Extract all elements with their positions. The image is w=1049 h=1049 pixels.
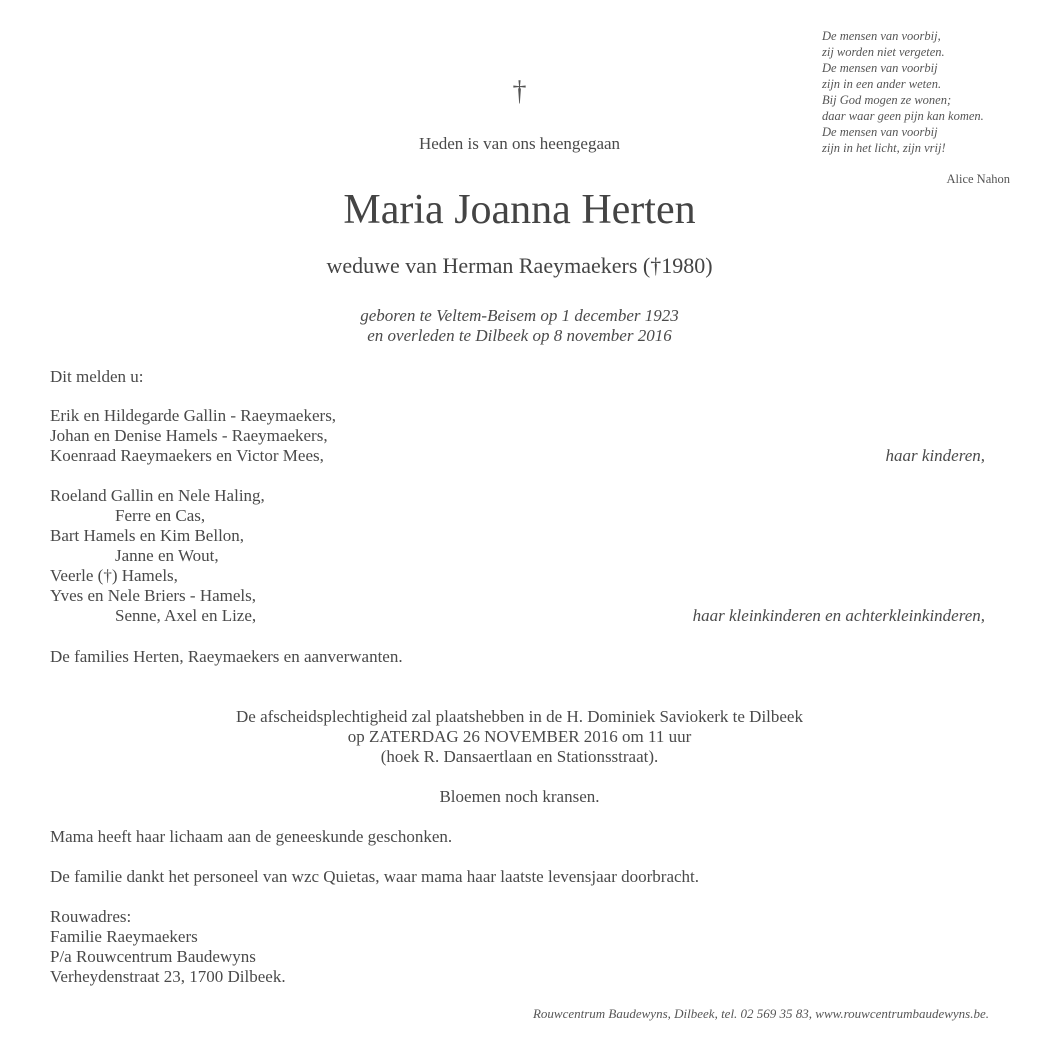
address-line: Familie Raeymaekers: [50, 927, 198, 946]
thanks-text: De familie dankt het personeel van wzc Quietas, waar mama haar laatste levensjaar doorbracht.: [50, 867, 700, 886]
list-item: Senne, Axel en Lize,: [115, 606, 257, 625]
list-item: Koenraad Raeymaekers en Victor Mees,: [50, 446, 324, 465]
list-item: Veerle (†) Hamels,: [50, 566, 178, 585]
poem-line: daar waar geen pijn kan komen.: [822, 109, 984, 123]
birth-death-dates: [0, 306, 1039, 346]
poem-line: zij worden niet vergeten.: [822, 45, 945, 59]
children-role: haar kinderen,: [885, 446, 985, 465]
poem-line: De mensen van voorbij,: [822, 29, 941, 43]
funeral-home-footer: Rouwcentrum Baudewyns, Dilbeek, tel. 02 569 35 83, www.rouwcentrumbaudewyns.be.: [532, 1006, 989, 1021]
list-item: Roeland Gallin en Nele Haling,: [50, 486, 265, 505]
poem-author: Alice Nahon: [946, 172, 1010, 186]
poem-line: zijn in een ander weten.: [822, 77, 942, 91]
cross-icon: †: [512, 76, 527, 107]
address-line: P/a Rouwcentrum Baudewyns: [50, 947, 256, 966]
list-item: Ferre en Cas,: [115, 506, 206, 525]
donation-text: Mama heeft haar lichaam aan de geneeskunde geschonken.: [50, 827, 453, 846]
ceremony-line: De afscheidsplechtigheid zal plaatshebben in de H. Dominiek Saviokerk te Dilbeek: [236, 707, 803, 726]
poem-line: zijn in het licht, zijn vrij!: [822, 141, 946, 155]
poem-line: De mensen van voorbij: [822, 61, 938, 75]
poem-line: De mensen van voorbij: [822, 125, 938, 139]
widow-line: weduwe van Herman Raeymaekers (†1980): [326, 253, 713, 278]
address-line: Rouwadres:: [50, 907, 132, 926]
children-list: [50, 406, 336, 466]
ceremony-info: [0, 707, 1039, 767]
ceremony-line: (hoek R. Dansaertlaan en Stationsstraat).: [380, 747, 659, 766]
address-line: Verheydenstraat 23, 1700 Dilbeek.: [50, 967, 286, 986]
death-line: en overleden te Dilbeek op 8 november 2016: [367, 326, 672, 345]
intro-text: Heden is van ons heengegaan: [418, 134, 621, 153]
mourning-address: [50, 907, 286, 987]
announce-text: Dit melden u:: [50, 367, 144, 386]
list-item: Erik en Hildegarde Gallin - Raeymaekers,: [50, 406, 337, 425]
families-text: De families Herten, Raeymaekers en aanverwanten.: [50, 647, 403, 666]
list-item: Yves en Nele Briers - Hamels,: [50, 586, 257, 605]
grandchildren-list: [50, 486, 265, 626]
deceased-name: Maria Joanna Herten: [343, 187, 696, 233]
list-item: Bart Hamels en Kim Bellon,: [50, 526, 245, 545]
grandchildren-role: haar kleinkinderen en achterkleinkinderen,: [692, 606, 985, 625]
birth-line: geboren te Veltem-Beisem op 1 december 1923: [360, 306, 679, 325]
list-item: Johan en Denise Hamels - Raeymaekers,: [50, 426, 328, 445]
flowers-text: Bloemen noch kransen.: [439, 787, 600, 806]
poem-line: Bij God mogen ze wonen;: [822, 93, 952, 107]
ceremony-line: op ZATERDAG 26 NOVEMBER 2016 om 11 uur: [347, 727, 692, 746]
list-item: Janne en Wout,: [115, 546, 219, 565]
